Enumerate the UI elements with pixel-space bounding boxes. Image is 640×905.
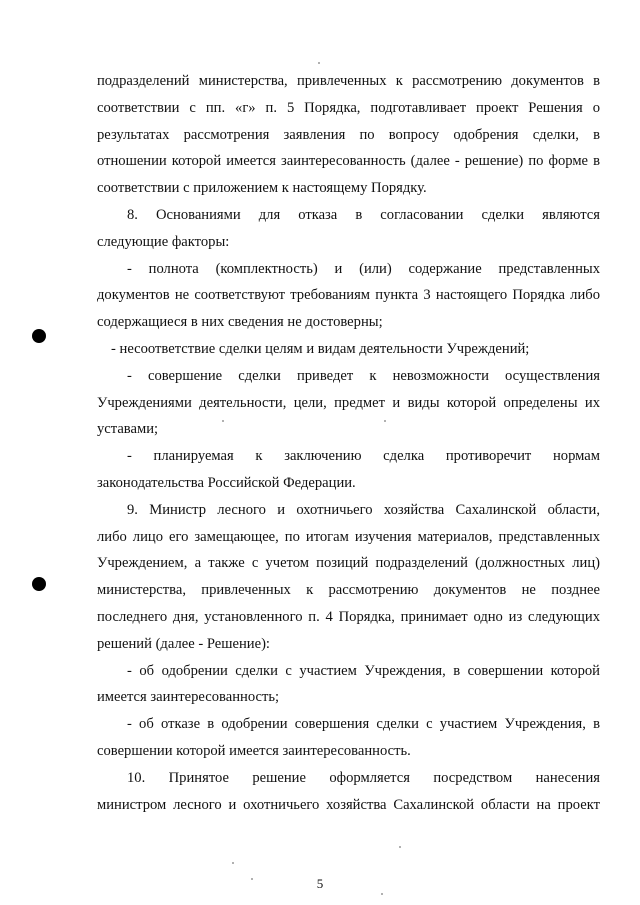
text-line: отношении которой имеется заинтересованность (далее - решение) по форме в: [97, 153, 600, 170]
text-line: - планируемая к заключению сделка противоречит нормам: [127, 448, 600, 465]
scan-speck: [384, 420, 386, 422]
text-line: документов не соответствуют требованиям пункта 3 настоящего Порядка либо: [97, 287, 600, 304]
text-line: Учреждением, а также с учетом позиций подразделений (должностных лиц): [97, 555, 600, 572]
text-line: уставами;: [97, 421, 159, 438]
text-line: Учреждениями деятельности, цели, предмет и виды которой определены их: [97, 394, 600, 411]
document-body: [97, 68, 600, 818]
scan-speck: [232, 862, 234, 864]
text-line: совершении которой имеется заинтересованность.: [97, 742, 411, 759]
text-line: - об отказе в одобрении совершения сделки с участием Учреждения, в: [127, 716, 600, 733]
punch-hole-mark: [32, 577, 46, 591]
text-line: следующие факторы:: [97, 233, 230, 250]
text-line: - об одобрении сделки с участием Учреждения, в совершении которой: [127, 662, 600, 679]
text-line: министерства, привлеченных к рассмотрению документов не позднее: [97, 582, 600, 599]
scan-speck: [318, 62, 320, 64]
scan-speck: [222, 420, 224, 422]
text-line: соответствии с пп. «г» п. 5 Порядка, подготавливает проект Решения о: [97, 99, 600, 116]
punch-hole-mark: [32, 329, 46, 343]
text-line: 8. Основаниями для отказа в согласовании сделки являются: [127, 206, 600, 223]
scan-speck: [251, 878, 253, 880]
text-line: 10. Принятое решение оформляется посредством нанесения: [127, 769, 600, 786]
text-line: подразделений министерства, привлеченных к рассмотрению документов в: [97, 73, 600, 89]
text-line: последнего дня, установленного п. 4 Порядка, принимает одно из следующих: [97, 608, 600, 625]
text-line: законодательства Российской Федерации.: [97, 474, 356, 491]
text-line: содержащиеся в них сведения не достоверны;: [97, 314, 383, 331]
page-number: 5: [316, 876, 324, 891]
text-line: либо лицо его замещающее, по итогам изучения материалов, представленных: [97, 528, 600, 545]
text-line: 9. Министр лесного и охотничьего хозяйства Сахалинской области,: [127, 501, 600, 518]
scan-speck: [381, 893, 383, 895]
scan-speck: [399, 846, 401, 848]
text-line: решений (далее - Решение):: [97, 635, 270, 652]
text-line: результатах рассмотрения заявления по вопросу одобрения сделки, в: [97, 126, 600, 143]
text-line: - полнота (комплектность) и (или) содержание представленных: [127, 260, 600, 277]
text-line: соответствии с приложением к настоящему Порядку.: [97, 180, 427, 197]
text-line: имеется заинтересованность;: [97, 689, 280, 706]
text-line: - несоответствие сделки целям и видам деятельности Учреждений;: [111, 340, 530, 357]
text-line: - совершение сделки приведет к невозможности осуществления: [127, 367, 600, 384]
text-line: министром лесного и охотничьего хозяйства Сахалинской области на проект: [97, 796, 600, 813]
